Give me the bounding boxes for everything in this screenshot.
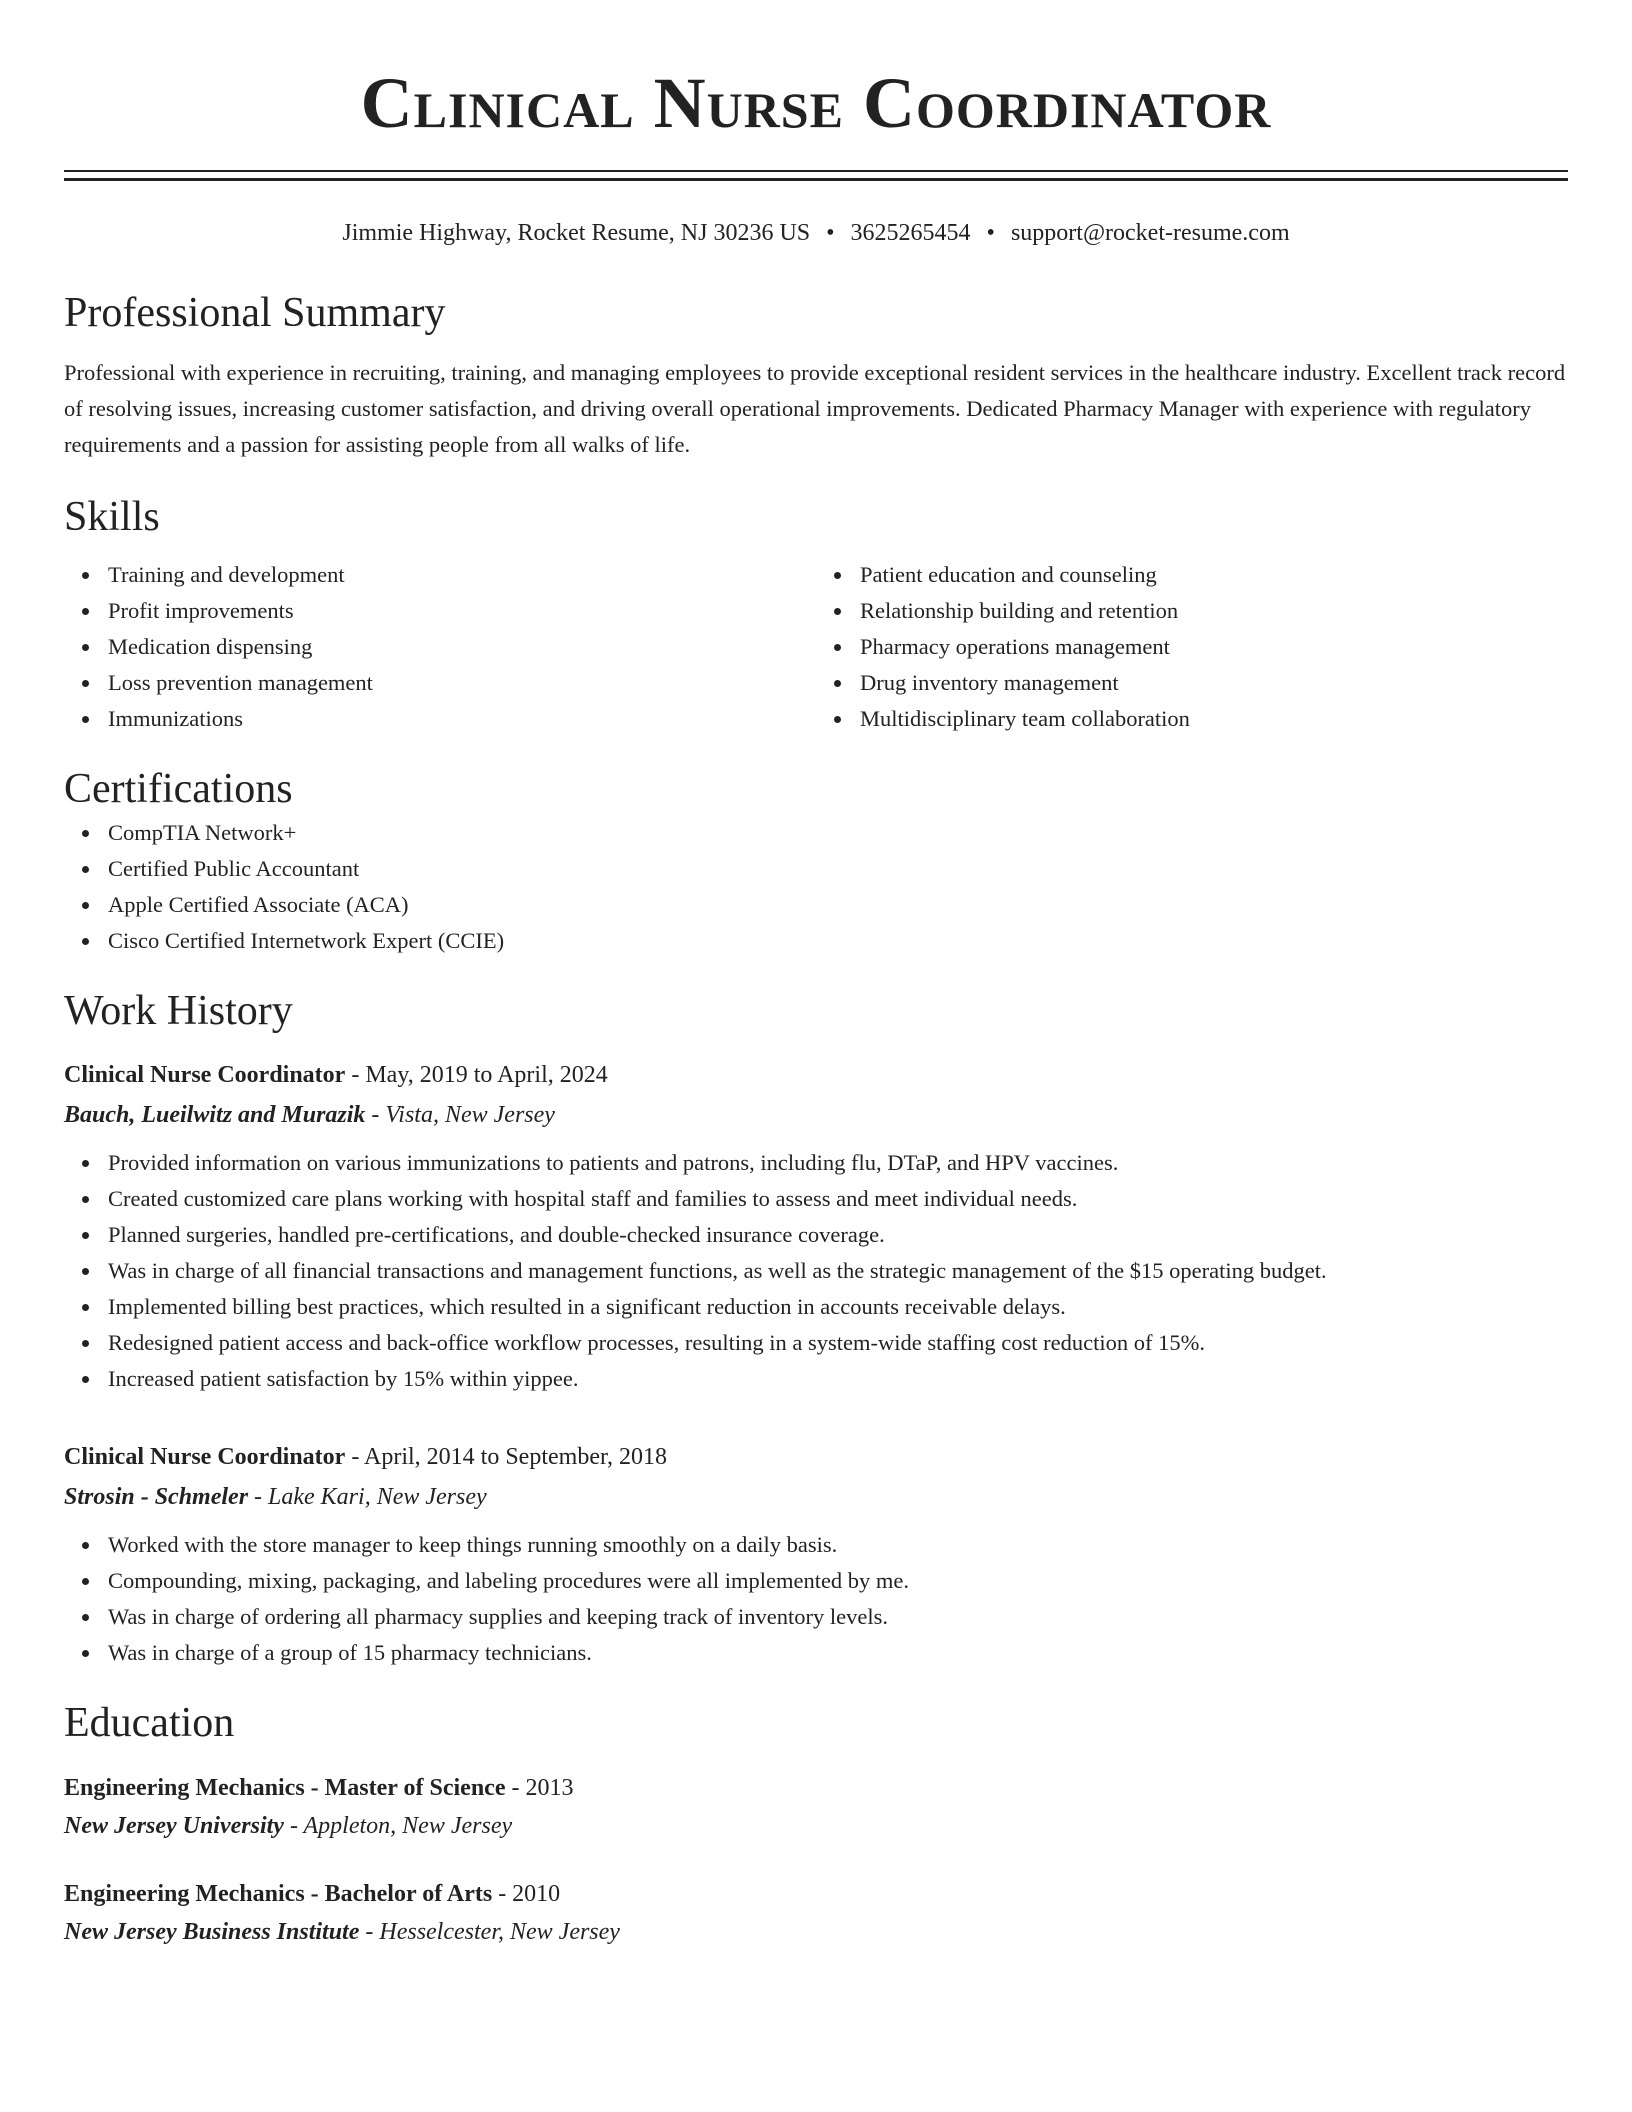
education-year: - 2013 <box>505 1775 574 1801</box>
job-company: Strosin - Schmeler <box>64 1484 249 1510</box>
education-section <box>64 1697 1568 1951</box>
job-location: - Lake Kari, New Jersey <box>248 1484 487 1510</box>
skill-item: Immunizations <box>108 701 816 737</box>
section-heading: Education <box>64 1700 235 1746</box>
education-school: New Jersey University <box>64 1813 284 1839</box>
job-location: - Vista, New Jersey <box>365 1102 555 1128</box>
contact-separator: • <box>826 220 835 246</box>
education-school-line <box>64 1807 1568 1845</box>
skill-item: Loss prevention management <box>108 665 816 701</box>
skills-list-right <box>816 557 1568 737</box>
certification-item: Apple Certified Associate (ACA) <box>108 887 1568 923</box>
skills-columns <box>64 557 1568 737</box>
education-entry <box>64 1769 1568 1845</box>
certifications-section <box>64 763 1568 959</box>
contact-separator: • <box>986 220 995 246</box>
candidate-title: Clinical Nurse Coordinator <box>360 63 1272 143</box>
job-duty: Increased patient satisfaction by 15% within yippee. <box>108 1361 1568 1397</box>
skill-item: Training and development <box>108 557 816 593</box>
education-degree-line <box>64 1875 1568 1913</box>
job-title-line <box>64 1437 1568 1477</box>
section-heading: Certifications <box>64 766 293 812</box>
job-company: Bauch, Lueilwitz and Murazik <box>64 1102 366 1128</box>
section-heading: Work History <box>64 988 293 1034</box>
job-dates: - May, 2019 to April, 2024 <box>345 1062 608 1088</box>
skills-section <box>64 491 1568 737</box>
job-duty: Planned surgeries, handled pre-certifications, and double-checked insurance coverage. <box>108 1217 1568 1253</box>
education-location: - Hesselcester, New Jersey <box>359 1919 620 1945</box>
job-company-line <box>64 1477 1568 1517</box>
job-duties-list <box>64 1527 1568 1671</box>
job-duty: Was in charge of ordering all pharmacy supplies and keeping track of inventory levels. <box>108 1599 1568 1635</box>
skill-item: Multidisciplinary team collaboration <box>860 701 1568 737</box>
contact-address: Jimmie Highway, Rocket Resume, NJ 30236 US <box>342 220 811 246</box>
contact-phone: 3625265454 <box>850 220 971 246</box>
certification-item: CompTIA Network+ <box>108 815 1568 851</box>
education-location: - Appleton, New Jersey <box>283 1813 513 1839</box>
skill-item: Drug inventory management <box>860 665 1568 701</box>
job-title: Clinical Nurse Coordinator <box>64 1444 346 1470</box>
job-duty: Was in charge of all financial transactions and management functions, as well as the strategic management of the $15 operating budget. <box>108 1253 1568 1289</box>
job-duty: Worked with the store manager to keep things running smoothly on a daily basis. <box>108 1527 1568 1563</box>
section-heading: Professional Summary <box>64 290 446 336</box>
job-dates: - April, 2014 to September, 2018 <box>345 1444 667 1470</box>
summary-section <box>64 287 1568 463</box>
education-degree-line <box>64 1769 1568 1807</box>
job-entry <box>64 1055 1568 1397</box>
skills-list-left <box>64 557 816 737</box>
contact-line <box>64 217 1568 249</box>
education-entry <box>64 1875 1568 1951</box>
skill-item: Pharmacy operations management <box>860 629 1568 665</box>
certifications-list <box>64 815 1568 959</box>
job-entry <box>64 1437 1568 1671</box>
certification-item: Certified Public Accountant <box>108 851 1568 887</box>
education-school: New Jersey Business Institute <box>64 1919 360 1945</box>
job-title-line <box>64 1055 1568 1095</box>
job-duty: Redesigned patient access and back-office workflow processes, resulting in a system-wide staffing cost reduction of 15%. <box>108 1325 1568 1361</box>
skill-item: Medication dispensing <box>108 629 816 665</box>
education-school-line <box>64 1913 1568 1951</box>
skill-item: Profit improvements <box>108 593 816 629</box>
education-degree: Engineering Mechanics - Master of Science <box>64 1775 506 1801</box>
job-duty: Provided information on various immunizations to patients and patrons, including flu, DTaP, and HPV vaccines. <box>108 1145 1568 1181</box>
job-duty: Was in charge of a group of 15 pharmacy technicians. <box>108 1635 1568 1671</box>
education-degree: Engineering Mechanics - Bachelor of Arts <box>64 1881 493 1907</box>
work-history-section <box>64 985 1568 1671</box>
section-heading: Skills <box>64 494 160 540</box>
skill-item: Relationship building and retention <box>860 593 1568 629</box>
job-title: Clinical Nurse Coordinator <box>64 1062 346 1088</box>
job-company-line <box>64 1095 1568 1135</box>
header-divider <box>64 170 1568 181</box>
education-year: - 2010 <box>492 1881 561 1907</box>
skill-item: Patient education and counseling <box>860 557 1568 593</box>
job-duty: Implemented billing best practices, which resulted in a significant reduction in accounts receivable delays. <box>108 1289 1568 1325</box>
job-duties-list <box>64 1145 1568 1397</box>
summary-text: Professional with experience in recruiting, training, and managing employees to provide exceptional resident services in the healthcare industry. Excellent track record of resolving issues, increasing customer satisfaction, and driving overall operational improvements. Dedicated Pharmacy Manager with experience with regulatory requirements and a passion for assisting people from all walks of life. <box>64 360 1566 457</box>
certification-item: Cisco Certified Internetwork Expert (CCIE) <box>108 923 1568 959</box>
contact-email: support@rocket-resume.com <box>1010 220 1290 246</box>
job-duty: Created customized care plans working with hospital staff and families to assess and meet individual needs. <box>108 1181 1568 1217</box>
job-duty: Compounding, mixing, packaging, and labeling procedures were all implemented by me. <box>108 1563 1568 1599</box>
